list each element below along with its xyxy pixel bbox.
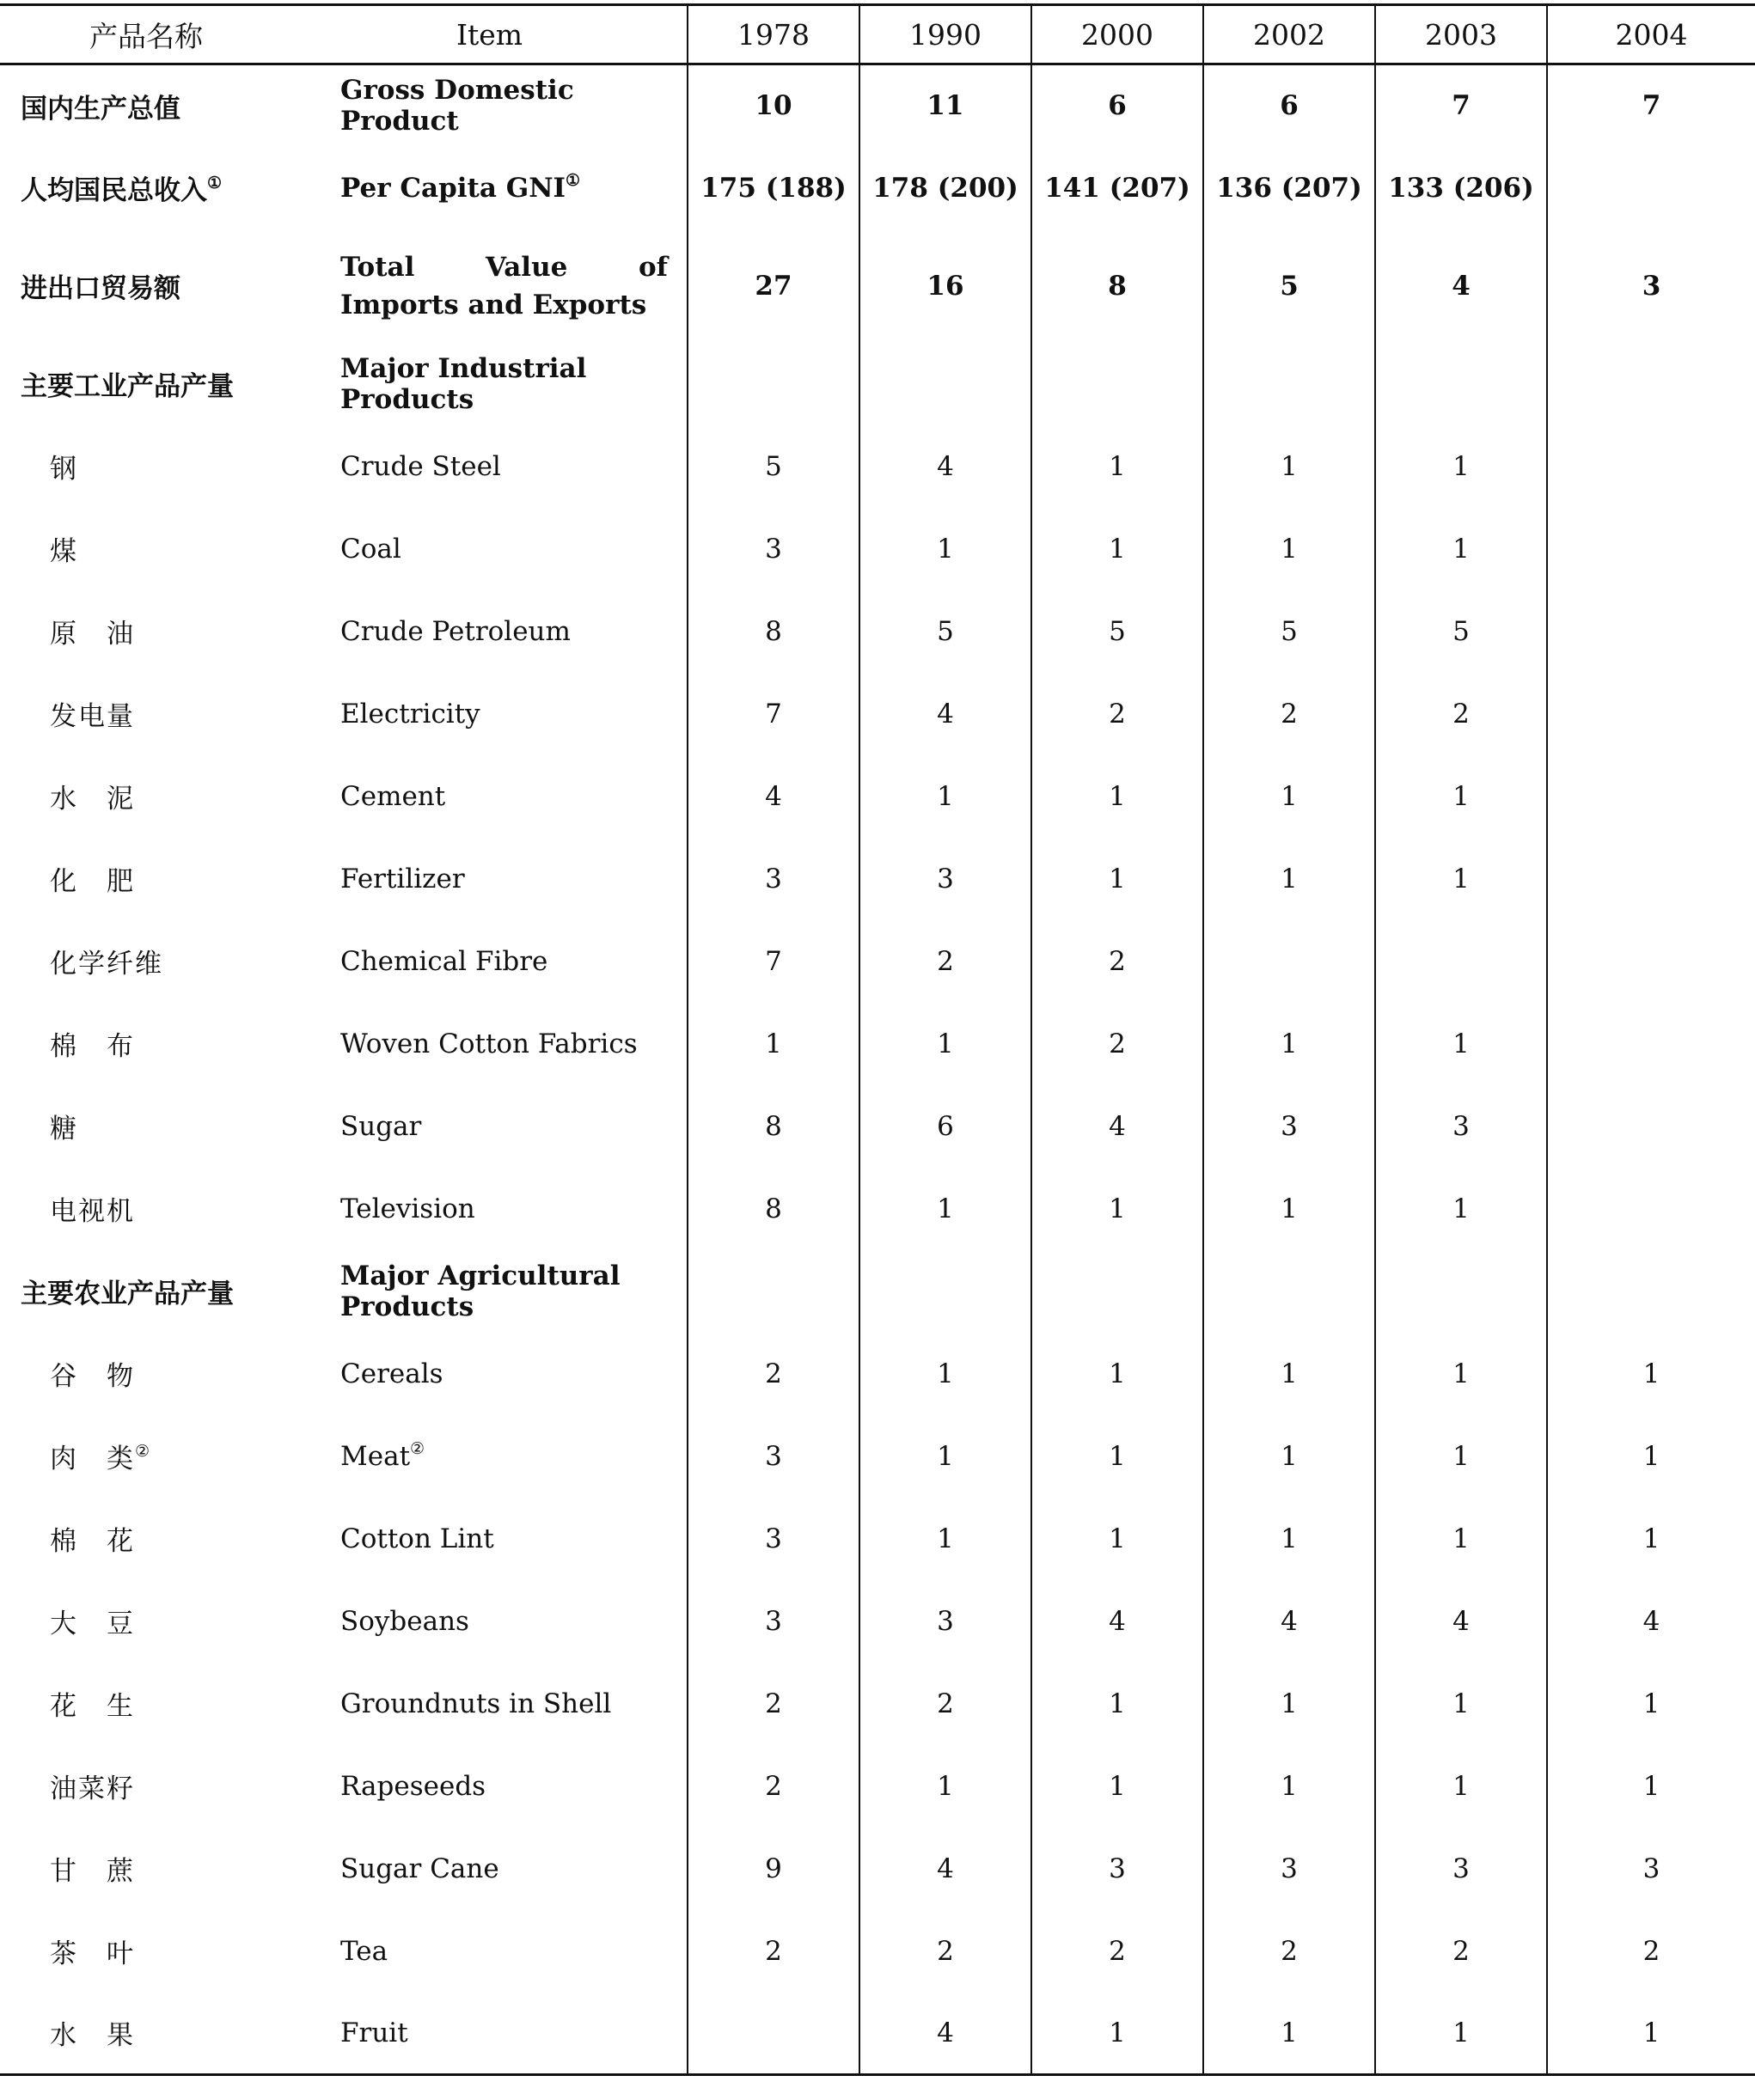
table-row [0,1828,1755,1910]
row-name-cn [0,343,292,425]
row-name-cn [0,1828,292,1910]
row-item-en-text: Sugar [340,1110,422,1142]
rank-cell-2004 [1547,920,1755,1003]
row-item-en [292,920,688,1003]
rank-cell-2002: 1 [1203,1415,1375,1498]
rank-cell-2000: 1 [1031,1498,1203,1580]
rank-cell-2002: 1 [1203,755,1375,838]
rank-cell-1978: 3 [688,1415,859,1498]
row-name-cn [0,1085,292,1168]
row-item-en-text: Tea [340,1935,388,1967]
footnote-marker: ① [566,170,581,190]
rank-cell-2000: 1 [1031,1415,1203,1498]
rank-cell-2002: 4 [1203,1580,1375,1663]
rank-cell-1978: 2 [688,1333,859,1415]
rank-cell-2004 [1547,1168,1755,1250]
rank-cell-2000: 2 [1031,673,1203,755]
table-row [0,1250,1755,1333]
rank-cell-2000: 1 [1031,838,1203,920]
rank-cell-2004 [1547,1085,1755,1168]
row-name-cn-text: 主要工业产品产量 [21,371,234,402]
rank-cell-2003: 7 [1375,64,1547,147]
row-name-cn [0,590,292,673]
rank-cell-2000 [1031,1250,1203,1333]
rank-cell-2002: 3 [1203,1085,1375,1168]
row-item-en [292,343,688,425]
rank-cell-2003: 2 [1375,1910,1547,1993]
rank-cell-2003: 133 (206) [1375,147,1547,229]
rank-cell-2000: 1 [1031,1168,1203,1250]
row-name-cn [0,1333,292,1415]
row-name-cn [0,1003,292,1085]
rank-cell-1990: 1 [859,1745,1031,1828]
row-item-en-text: Meat [340,1440,411,1472]
rank-cell-2003: 4 [1375,1580,1547,1663]
rank-cell-2000: 1 [1031,425,1203,508]
rank-cell-1990: 2 [859,920,1031,1003]
rank-cell-2000: 1 [1031,1745,1203,1828]
header-year-2004: 2004 [1547,5,1755,64]
row-item-en [292,1003,688,1085]
rank-cell-2003 [1375,343,1547,425]
rank-cell-1978: 3 [688,508,859,590]
rank-cell-1990: 1 [859,508,1031,590]
row-name-cn-text: 谷 物 [50,1361,135,1392]
rank-cell-1978: 2 [688,1663,859,1745]
table-row [0,1993,1755,2075]
table-row [0,508,1755,590]
header-year-1978: 1978 [688,5,859,64]
rank-cell-2003: 1 [1375,1333,1547,1415]
rank-cell-1978: 10 [688,64,859,147]
rank-cell-2004 [1547,508,1755,590]
row-item-en-text: Crude Steel [340,450,501,482]
rank-cell-1978: 1 [688,1003,859,1085]
table-row [0,838,1755,920]
table-row [0,755,1755,838]
footnote-marker: ② [135,1442,152,1461]
row-name-cn-text: 化学纤维 [50,949,163,980]
rank-cell-2004 [1547,1250,1755,1333]
rank-cell-1978: 9 [688,1828,859,1910]
table-row [0,147,1755,229]
row-item-en-text: Cotton Lint [340,1523,494,1554]
rank-cell-1990: 2 [859,1910,1031,1993]
row-item-en-text: Electricity [340,698,480,730]
rank-cell-2000: 1 [1031,1333,1203,1415]
rank-cell-2000: 141 (207) [1031,147,1203,229]
row-name-cn [0,229,292,343]
row-name-cn-text: 甘 蔗 [50,1856,135,1887]
row-item-en [292,508,688,590]
row-item-en [292,673,688,755]
rank-cell-1990: 4 [859,673,1031,755]
row-item-en-text: Chemical Fibre [340,945,548,977]
rank-cell-2003 [1375,1250,1547,1333]
row-item-en-text: Per Capita GNI [340,172,566,204]
rank-cell-1978: 7 [688,920,859,1003]
rank-cell-1990: 1 [859,1415,1031,1498]
rank-cell-2000: 8 [1031,229,1203,343]
table-row [0,64,1755,147]
rank-cell-1978: 2 [688,1745,859,1828]
row-item-en [292,590,688,673]
rank-cell-2004 [1547,147,1755,229]
rank-cell-2003: 1 [1375,1745,1547,1828]
rank-cell-2003: 1 [1375,1168,1547,1250]
row-item-en-text: Fertilizer [340,863,465,894]
row-name-cn-text: 进出口贸易额 [21,273,180,304]
table-row [0,1663,1755,1745]
row-name-cn-text: 钢 [50,454,78,485]
rank-cell-1978: 8 [688,1085,859,1168]
row-name-cn-text: 肉 类 [50,1444,135,1474]
rank-cell-2003: 1 [1375,1415,1547,1498]
rank-cell-2000 [1031,343,1203,425]
table-row [0,1003,1755,1085]
rank-cell-1990: 6 [859,1085,1031,1168]
rank-cell-2000: 6 [1031,64,1203,147]
header-item: Item [292,5,688,64]
rank-cell-2003: 3 [1375,1828,1547,1910]
row-name-cn [0,1168,292,1250]
table-row [0,229,1755,343]
row-item-en [292,1580,688,1663]
row-name-cn-text: 花 生 [50,1691,135,1722]
table-row [0,1168,1755,1250]
rank-cell-2002: 1 [1203,1993,1375,2075]
row-item-en-text: Television [340,1193,475,1224]
rank-cell-1990 [859,1250,1031,1333]
row-name-cn [0,425,292,508]
row-item-en-text: Groundnuts in Shell [340,1688,612,1719]
row-item-en [292,1333,688,1415]
rank-cell-1978: 7 [688,673,859,755]
row-item-en [292,1663,688,1745]
row-name-cn [0,508,292,590]
rank-cell-2004 [1547,838,1755,920]
rank-cell-2003: 1 [1375,1498,1547,1580]
row-item-en [292,229,688,343]
table-row [0,1498,1755,1580]
row-item-en-text: Soybeans [340,1605,469,1637]
row-item-en-text: Gross Domestic Product [340,75,574,137]
rank-cell-2000: 5 [1031,590,1203,673]
row-item-en [292,147,688,229]
footnote-marker: ① [207,174,223,192]
header-year-2002: 2002 [1203,5,1375,64]
table-row [0,590,1755,673]
rank-cell-2002 [1203,343,1375,425]
row-name-cn-text: 人均国民总收入 [21,175,207,206]
rank-cell-2000: 1 [1031,755,1203,838]
rank-cell-1990: 4 [859,1993,1031,2075]
row-name-cn-text: 化 肥 [50,866,135,897]
row-name-cn-text: 国内生产总值 [21,93,180,125]
rank-cell-1978 [688,1993,859,2075]
rank-cell-1978: 8 [688,1168,859,1250]
rank-cell-2000: 2 [1031,1003,1203,1085]
row-name-cn [0,838,292,920]
rank-cell-2000: 1 [1031,1663,1203,1745]
rank-cell-2000: 2 [1031,920,1203,1003]
rank-cell-1990: 1 [859,755,1031,838]
rank-cell-1990: 2 [859,1663,1031,1745]
row-name-cn-text: 大 豆 [50,1609,135,1639]
row-name-cn-text: 电视机 [50,1196,135,1227]
row-name-cn [0,1663,292,1745]
rank-cell-2003: 1 [1375,1663,1547,1745]
rank-cell-2004: 1 [1547,1415,1755,1498]
rank-cell-2002: 136 (207) [1203,147,1375,229]
rank-cell-1990: 16 [859,229,1031,343]
rank-cell-2004 [1547,425,1755,508]
rank-cell-1978: 175 (188) [688,147,859,229]
header-year-1990: 1990 [859,5,1031,64]
rank-cell-2002: 2 [1203,673,1375,755]
rank-cell-2002: 2 [1203,1910,1375,1993]
rank-cell-2004 [1547,673,1755,755]
row-item-en-text: Major Industrial Products [340,352,587,415]
rank-cell-2003 [1375,920,1547,1003]
row-name-cn [0,1745,292,1828]
row-item-en [292,838,688,920]
table-row [0,673,1755,755]
row-item-en [292,1168,688,1250]
row-name-cn-text: 原 油 [50,619,135,650]
row-name-cn [0,1993,292,2075]
rank-cell-1990: 3 [859,838,1031,920]
rank-cell-2002: 1 [1203,1663,1375,1745]
rank-cell-2004 [1547,343,1755,425]
row-item-en [292,1745,688,1828]
rank-cell-2000: 1 [1031,1993,1203,2075]
rank-cell-1990: 1 [859,1498,1031,1580]
rank-cell-2003: 1 [1375,838,1547,920]
rank-cell-2003: 1 [1375,755,1547,838]
row-item-en [292,1910,688,1993]
rank-cell-2003: 5 [1375,590,1547,673]
row-item-en-text: Woven Cotton Fabrics [340,1028,638,1059]
rank-cell-2004: 1 [1547,1745,1755,1828]
row-name-cn [0,755,292,838]
row-name-cn-text: 油菜籽 [50,1773,135,1804]
header-row [0,5,1755,64]
header-year-2003: 2003 [1375,5,1547,64]
rank-cell-2002: 6 [1203,64,1375,147]
rank-cell-2004: 1 [1547,1498,1755,1580]
rank-cell-2002: 1 [1203,1498,1375,1580]
row-item-en [292,755,688,838]
row-item-en-text: Coal [340,533,401,565]
rank-cell-2004: 7 [1547,64,1755,147]
rank-cell-1990: 3 [859,1580,1031,1663]
row-name-cn [0,147,292,229]
rank-cell-1978: 5 [688,425,859,508]
row-name-cn-text: 水 泥 [50,784,135,815]
rank-cell-2000: 4 [1031,1580,1203,1663]
row-item-en-text: Fruit [340,2017,408,2048]
rank-cell-2002: 1 [1203,425,1375,508]
rank-cell-1978: 3 [688,838,859,920]
rank-cell-2002: 1 [1203,1745,1375,1828]
table-row [0,1910,1755,1993]
row-name-cn-text: 棉 花 [50,1526,135,1557]
rank-cell-2002: 1 [1203,1003,1375,1085]
row-name-cn-text: 发电量 [50,701,135,732]
rank-cell-1978: 4 [688,755,859,838]
rank-cell-2004 [1547,590,1755,673]
rank-cell-2002: 1 [1203,838,1375,920]
row-item-en [292,64,688,147]
rank-cell-2003: 3 [1375,1085,1547,1168]
rank-cell-1990: 4 [859,1828,1031,1910]
rank-cell-2002: 3 [1203,1828,1375,1910]
row-name-cn-text: 棉 布 [50,1031,135,1062]
rank-cell-1978: 3 [688,1498,859,1580]
row-item-en [292,1828,688,1910]
row-item-en [292,1993,688,2075]
row-item-en-text: Rapeseeds [340,1770,486,1802]
row-item-en-text: Sugar Cane [340,1853,499,1884]
table-row [0,1580,1755,1663]
rank-cell-2004: 1 [1547,1333,1755,1415]
row-name-cn [0,1415,292,1498]
table-row [0,920,1755,1003]
row-item-en [292,1498,688,1580]
rank-cell-1978 [688,1250,859,1333]
rank-cell-2004 [1547,1003,1755,1085]
row-name-cn-text: 水 果 [50,2020,135,2052]
rank-cell-2004: 4 [1547,1580,1755,1663]
rank-cell-1978: 8 [688,590,859,673]
table-row [0,1745,1755,1828]
table-row [0,343,1755,425]
row-name-cn [0,673,292,755]
rank-cell-2002: 1 [1203,508,1375,590]
rank-cell-1990: 1 [859,1003,1031,1085]
rank-cell-2000: 3 [1031,1828,1203,1910]
rank-cell-2004: 1 [1547,1663,1755,1745]
rank-cell-2004 [1547,755,1755,838]
row-name-cn-text: 糖 [50,1114,78,1145]
table-row [0,1085,1755,1168]
rank-cell-2000: 4 [1031,1085,1203,1168]
rank-cell-2000: 2 [1031,1910,1203,1993]
rank-cell-2002 [1203,920,1375,1003]
rank-cell-2003: 1 [1375,425,1547,508]
row-item-en-text: Crude Petroleum [340,615,571,647]
table-row [0,425,1755,508]
rank-cell-1978 [688,343,859,425]
rank-cell-1990: 5 [859,590,1031,673]
footnote-marker: ② [410,1438,425,1458]
row-item-en-text: Cement [340,780,446,812]
table-row [0,1415,1755,1498]
rank-cell-2004: 2 [1547,1910,1755,1993]
row-name-cn [0,920,292,1003]
rank-cell-2002: 1 [1203,1168,1375,1250]
rank-cell-2000: 1 [1031,508,1203,590]
row-name-cn [0,1910,292,1993]
row-item-en [292,1085,688,1168]
row-item-en-text: Cereals [340,1358,443,1389]
rank-cell-2003: 4 [1375,229,1547,343]
row-item-en-text: Total Value of Imports and Exports [340,251,668,320]
rank-cell-2002 [1203,1250,1375,1333]
rank-cell-2003: 2 [1375,673,1547,755]
row-name-cn-text: 茶 叶 [50,1938,135,1969]
rank-cell-1990: 11 [859,64,1031,147]
rank-cell-1990: 1 [859,1168,1031,1250]
row-item-en-text: Major Agricultural Products [340,1260,621,1322]
row-name-cn [0,1250,292,1333]
rank-cell-1978: 27 [688,229,859,343]
header-year-2000: 2000 [1031,5,1203,64]
rank-cell-2002: 5 [1203,229,1375,343]
row-name-cn [0,1580,292,1663]
rank-cell-1990 [859,343,1031,425]
rank-cell-2002: 1 [1203,1333,1375,1415]
rank-cell-2003: 1 [1375,508,1547,590]
row-name-cn [0,64,292,147]
header-name-cn: 产品名称 [0,5,292,64]
rank-cell-1978: 3 [688,1580,859,1663]
row-name-cn [0,1498,292,1580]
rank-cell-1990: 4 [859,425,1031,508]
rank-cell-1978: 2 [688,1910,859,1993]
row-item-en [292,1250,688,1333]
rank-cell-2003: 1 [1375,1993,1547,2075]
ranking-table [0,3,1755,2076]
rank-cell-2003: 1 [1375,1003,1547,1085]
row-name-cn-text: 主要农业产品产量 [21,1279,234,1309]
rank-cell-1990: 178 (200) [859,147,1031,229]
rank-cell-2002: 5 [1203,590,1375,673]
rank-cell-1990: 1 [859,1333,1031,1415]
rank-cell-2004: 3 [1547,229,1755,343]
row-item-en [292,425,688,508]
rank-cell-2004: 1 [1547,1993,1755,2075]
table-row [0,1333,1755,1415]
rank-cell-2004: 3 [1547,1828,1755,1910]
row-name-cn-text: 煤 [50,536,78,567]
row-item-en [292,1415,688,1498]
